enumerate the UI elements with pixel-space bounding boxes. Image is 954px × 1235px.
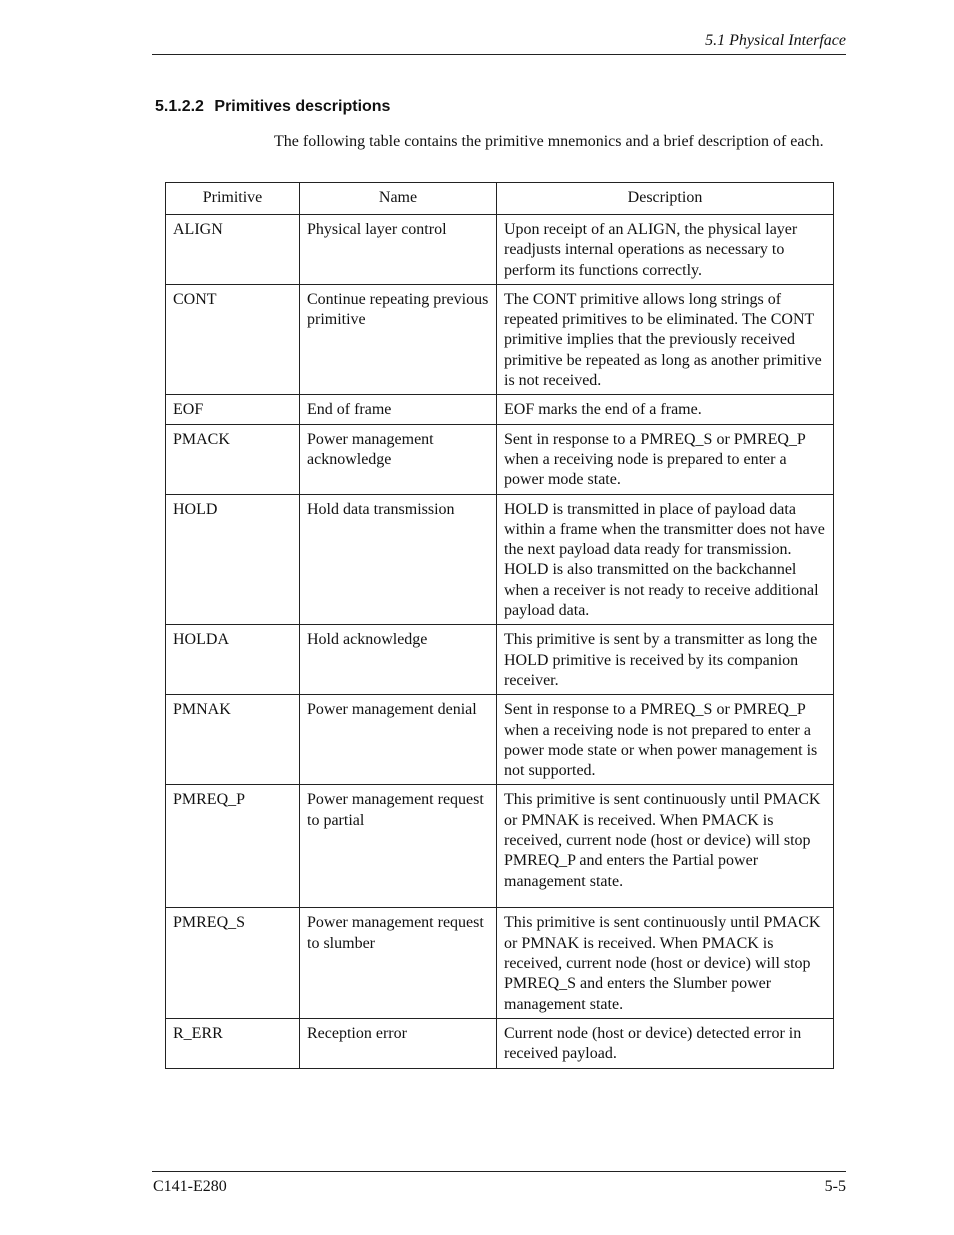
- cell-primitive: PMNAK: [166, 695, 300, 785]
- cell-name: Continue repeating previous primitive: [300, 284, 497, 394]
- table-row: [166, 424, 834, 494]
- table-row: [166, 785, 834, 908]
- table-row: [166, 494, 834, 625]
- table-row: [166, 1018, 834, 1068]
- cell-description: HOLD is transmitted in place of payload data within a frame when the transmitter does not have the next payload data ready for transmission. HOLD is also transmitted on the backchannel when a receiver is not ready to receive additional payload data.: [497, 494, 834, 625]
- cell-name: Physical layer control: [300, 215, 497, 285]
- cell-description: Sent in response to a PMREQ_S or PMREQ_P when a receiving node is not prepared to enter a power mode state or when power management is not supported.: [497, 695, 834, 785]
- table-row: [166, 215, 834, 285]
- cell-primitive: HOLDA: [166, 625, 300, 695]
- cell-primitive: CONT: [166, 284, 300, 394]
- cell-primitive: HOLD: [166, 494, 300, 625]
- cell-name: Power management request to slumber: [300, 908, 497, 1018]
- table-header-row: [166, 183, 834, 215]
- table-row: [166, 625, 834, 695]
- primitives-table: [165, 182, 834, 1069]
- table-row: [166, 908, 834, 1018]
- cell-name: Hold data transmission: [300, 494, 497, 625]
- column-header-name: Name: [300, 183, 497, 215]
- header-rule: [152, 54, 846, 55]
- cell-description: Sent in response to a PMREQ_S or PMREQ_P when a receiving node is prepared to enter a power mode state.: [497, 424, 834, 494]
- section-number: 5.1.2.2: [155, 98, 204, 115]
- running-header: 5.1 Physical Interface: [705, 32, 846, 49]
- table-row: [166, 695, 834, 785]
- cell-primitive: R_ERR: [166, 1018, 300, 1068]
- cell-description: Upon receipt of an ALIGN, the physical layer readjusts internal operations as necessary to perform its functions correctly.: [497, 215, 834, 285]
- section-heading: [155, 96, 390, 118]
- cell-description: This primitive is sent continuously until PMACK or PMNAK is received. When PMACK is received, current node (host or device) will stop PMREQ_P and enters the Partial power management state.: [497, 785, 834, 908]
- intro-paragraph: The following table contains the primitive mnemonics and a brief description of each.: [274, 133, 824, 150]
- cell-description: This primitive is sent continuously until PMACK or PMNAK is received. When PMACK is received, current node (host or device) will stop PMREQ_S and enters the Slumber power management state.: [497, 908, 834, 1018]
- cell-primitive: PMREQ_S: [166, 908, 300, 1018]
- cell-name: Power management denial: [300, 695, 497, 785]
- section-title: Primitives descriptions: [214, 98, 391, 115]
- cell-primitive: PMREQ_P: [166, 785, 300, 908]
- column-header-description: Description: [497, 183, 834, 215]
- cell-description: The CONT primitive allows long strings of repeated primitives to be eliminated. The CONT primitive implies that the previously received primitive be repeated as long as another primitive is not received.: [497, 284, 834, 394]
- cell-description: This primitive is sent by a transmitter as long the HOLD primitive is received by its companion receiver.: [497, 625, 834, 695]
- cell-primitive: ALIGN: [166, 215, 300, 285]
- cell-name: Power management request to partial: [300, 785, 497, 908]
- table-row: [166, 284, 834, 394]
- table-row: [166, 395, 834, 424]
- cell-primitive: EOF: [166, 395, 300, 424]
- cell-primitive: PMACK: [166, 424, 300, 494]
- document-code: C141-E280: [153, 1178, 227, 1195]
- cell-name: Hold acknowledge: [300, 625, 497, 695]
- column-header-primitive: Primitive: [166, 183, 300, 215]
- cell-name: Power management acknowledge: [300, 424, 497, 494]
- cell-description: EOF marks the end of a frame.: [497, 395, 834, 424]
- cell-name: End of frame: [300, 395, 497, 424]
- cell-name: Reception error: [300, 1018, 497, 1068]
- footer-rule: [152, 1171, 846, 1172]
- cell-description: Current node (host or device) detected error in received payload.: [497, 1018, 834, 1068]
- page-number: 5-5: [824, 1178, 846, 1195]
